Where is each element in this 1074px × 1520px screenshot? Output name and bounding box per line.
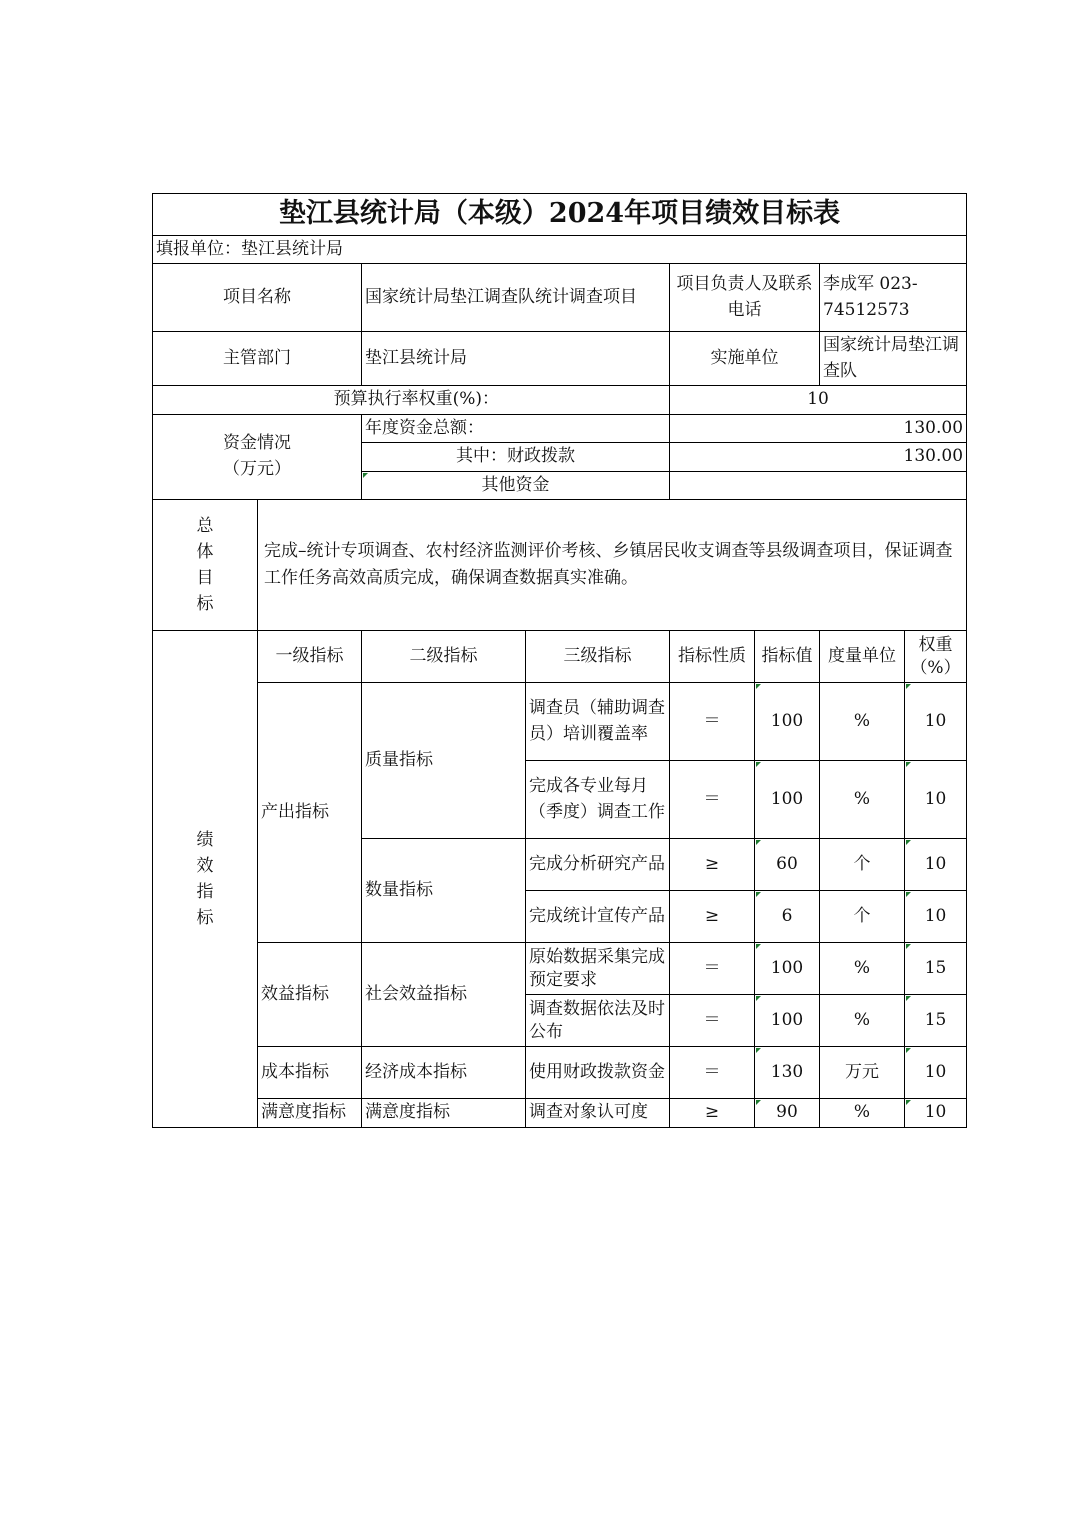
- indicator-weight: 10: [905, 683, 967, 761]
- funds-label-line2: （万元）: [223, 458, 291, 479]
- indicator-nature: ＝: [670, 943, 755, 995]
- header-level2: 二级指标: [362, 631, 526, 683]
- indicator-weight: 15: [905, 995, 967, 1047]
- overall-goal-text: 完成–统计专项调查、农村经济监测评价考核、乡镇居民收支调查等县级调查项目，保证调查工作任务高效高质完成，确保调查数据真实准确。: [258, 500, 967, 631]
- indicator-weight: 10: [905, 1047, 967, 1099]
- dept-value: 垫江县统计局: [362, 332, 670, 386]
- table-row: [153, 1047, 967, 1099]
- contact-value: 李成军 023-74512573: [820, 264, 967, 332]
- indicator-name: 调查员（辅助调查员）培训覆盖率: [526, 683, 670, 761]
- indicators-label-char: 绩: [196, 829, 214, 850]
- indicators-label-char: 标: [196, 907, 214, 928]
- indicator-value: 100: [755, 683, 820, 761]
- indicator-unit: %: [820, 761, 905, 839]
- funds-label: [153, 414, 362, 500]
- performance-target-sheet: [152, 193, 966, 1128]
- indicator-value: 6: [755, 891, 820, 943]
- indicator-nature: ＝: [670, 1047, 755, 1099]
- performance-target-table: [152, 193, 967, 1128]
- header-nature: 指标性质: [670, 631, 755, 683]
- indicator-name: 完成统计宣传产品: [526, 891, 670, 943]
- group-output: 产出指标: [258, 683, 362, 943]
- group-cost: 成本指标: [258, 1047, 362, 1099]
- funds-label-line1: 资金情况: [223, 433, 291, 454]
- project-name-value: 国家统计局垫江调查队统计调查项目: [362, 264, 670, 332]
- indicator-weight: 10: [905, 839, 967, 891]
- indicators-label: [153, 631, 258, 1128]
- indicator-nature: ＝: [670, 995, 755, 1047]
- indicator-name: 使用财政拨款资金: [526, 1047, 670, 1099]
- indicator-weight: 10: [905, 1099, 967, 1128]
- indicator-unit: %: [820, 683, 905, 761]
- group-quality: 质量指标: [362, 683, 526, 839]
- indicator-name: 调查数据依法及时公布: [526, 995, 670, 1047]
- goal-label-char: 目: [196, 568, 214, 588]
- funds-other-label: 其他资金: [362, 471, 670, 500]
- impl-unit-label: 实施单位: [670, 332, 820, 386]
- group-satisfaction: 满意度指标: [258, 1099, 362, 1128]
- indicator-name: 完成分析研究产品: [526, 839, 670, 891]
- indicators-label-char: 指: [196, 881, 214, 902]
- indicator-unit: %: [820, 1099, 905, 1128]
- header-level1: 一级指标: [258, 631, 362, 683]
- indicator-nature: ＝: [670, 761, 755, 839]
- goal-label-char: 总: [196, 516, 214, 536]
- filler-unit-row: [153, 235, 967, 264]
- indicator-name: 原始数据采集完成预定要求: [526, 943, 670, 995]
- indicator-value: 100: [755, 995, 820, 1047]
- indicators-label-char: 效: [196, 855, 214, 876]
- funds-total-value: 130.00: [670, 414, 967, 443]
- group-benefit: 效益指标: [258, 943, 362, 1047]
- group-econ-cost: 经济成本指标: [362, 1047, 526, 1099]
- page-title: 垫江县统计局（本级）2024年项目绩效目标表: [153, 194, 967, 236]
- indicator-unit: %: [820, 943, 905, 995]
- funds-total-label: 年度资金总额：: [362, 414, 670, 443]
- indicator-unit: 个: [820, 891, 905, 943]
- funds-fiscal-label: 其中：财政拨款: [362, 443, 670, 472]
- filler-label: 填报单位：: [156, 238, 241, 259]
- indicator-value: 130: [755, 1047, 820, 1099]
- indicator-nature: ＝: [670, 683, 755, 761]
- group-quantity: 数量指标: [362, 839, 526, 943]
- overall-goal-label: [153, 500, 258, 631]
- indicator-value: 90: [755, 1099, 820, 1128]
- budget-weight-value: 10: [670, 386, 967, 415]
- indicator-weight: 15: [905, 943, 967, 995]
- indicator-nature: ≥: [670, 891, 755, 943]
- indicator-value: 100: [755, 761, 820, 839]
- header-unit: 度量单位: [820, 631, 905, 683]
- budget-weight-label: 预算执行率权重(%)：: [153, 386, 670, 415]
- table-row: [153, 683, 967, 761]
- group-satisfaction-2: 满意度指标: [362, 1099, 526, 1128]
- filler-value: 垫江县统计局: [241, 238, 343, 259]
- dept-label: 主管部门: [153, 332, 362, 386]
- table-row: [153, 943, 967, 995]
- header-weight: 权重（%）: [905, 631, 967, 683]
- indicator-weight: 10: [905, 891, 967, 943]
- header-level3: 三级指标: [526, 631, 670, 683]
- indicator-value: 60: [755, 839, 820, 891]
- indicator-unit: %: [820, 995, 905, 1047]
- table-row: [153, 1099, 967, 1128]
- indicator-value: 100: [755, 943, 820, 995]
- impl-unit-value: 国家统计局垫江调查队: [820, 332, 967, 386]
- group-social: 社会效益指标: [362, 943, 526, 1047]
- project-name-label: 项目名称: [153, 264, 362, 332]
- indicator-name: 调查对象认可度: [526, 1099, 670, 1128]
- funds-fiscal-value: 130.00: [670, 443, 967, 472]
- goal-label-char: 标: [196, 594, 214, 614]
- goal-label-char: 体: [196, 542, 214, 562]
- indicator-nature: ≥: [670, 839, 755, 891]
- indicator-unit: 万元: [820, 1047, 905, 1099]
- funds-other-value: [670, 471, 967, 500]
- indicator-weight: 10: [905, 761, 967, 839]
- indicator-unit: 个: [820, 839, 905, 891]
- indicator-nature: ≥: [670, 1099, 755, 1128]
- header-value: 指标值: [755, 631, 820, 683]
- indicator-name: 完成各专业每月（季度）调查工作: [526, 761, 670, 839]
- contact-label: 项目负责人及联系电话: [670, 264, 820, 332]
